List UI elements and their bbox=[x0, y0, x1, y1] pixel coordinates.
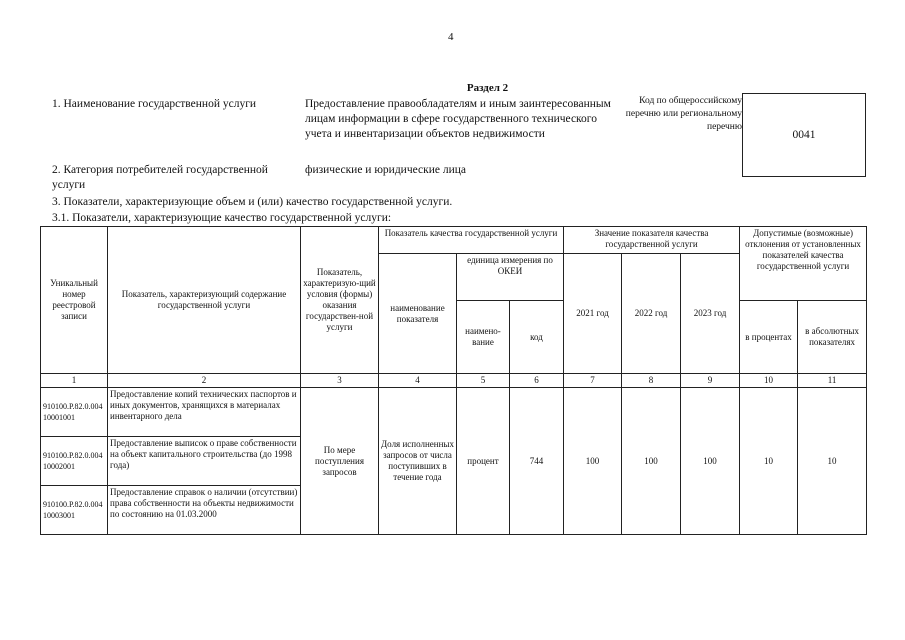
code-value: 0041 bbox=[792, 129, 816, 141]
indicators-heading: 3. Показатели, характеризующие объем и (или) качество государственной услуги. bbox=[52, 196, 453, 208]
header-dev-absolute: в абсолютных показателях bbox=[798, 301, 867, 374]
unit-name-cell: процент bbox=[457, 388, 510, 535]
column-number: 11 bbox=[798, 374, 867, 388]
header-okei-code: код bbox=[510, 301, 564, 374]
section-title: Раздел 2 bbox=[466, 82, 509, 94]
header-okei-name: наимено-вание bbox=[457, 301, 510, 374]
header-value-group: Значение показателя качества государственной услуги bbox=[564, 227, 740, 254]
column-number: 9 bbox=[681, 374, 740, 388]
column-number: 8 bbox=[622, 374, 681, 388]
header-indicator-name: наименование показателя bbox=[379, 254, 457, 374]
column-number: 7 bbox=[564, 374, 622, 388]
row-content: Предоставление выписок о праве собственности на объект капитального строительства (до 1998 года) bbox=[108, 437, 301, 486]
unit-code-cell: 744 bbox=[510, 388, 564, 535]
header-condition-indicator: Показатель, характеризую-щий условия (формы) оказания государствен-ной услуги bbox=[301, 227, 379, 374]
service-name-value: Предоставление правообладателям и иным заинтересованным лицам информации в сфере государственного технического учета и инвентаризации объектов недвижимости bbox=[305, 98, 611, 140]
table-row bbox=[41, 388, 867, 437]
column-number: 1 bbox=[41, 374, 108, 388]
header-unique-number: Уникальный номер реестровой записи bbox=[41, 227, 108, 374]
code-box bbox=[742, 93, 866, 177]
column-number: 3 bbox=[301, 374, 379, 388]
header-quality-group: Показатель качества государственной услуги bbox=[379, 227, 564, 254]
row-content: Предоставление копий технических паспортов и иных документов, хранящихся в материалах инвентарного дела bbox=[108, 388, 301, 437]
header-content-indicator: Показатель, характеризующий содержание государственной услуги bbox=[108, 227, 301, 374]
row-id: 910100.Р.82.0.00410001001 bbox=[41, 388, 108, 437]
column-number: 10 bbox=[740, 374, 798, 388]
page-number: 4 bbox=[448, 31, 454, 43]
value-2023-cell: 100 bbox=[681, 388, 740, 535]
quality-heading: 3.1. Показатели, характеризующие качество государственной услуги: bbox=[52, 212, 392, 224]
header-year-2021: 2021 год bbox=[564, 254, 622, 374]
row-id: 910100.Р.82.0.00410003001 bbox=[41, 486, 108, 535]
condition-cell: По мере поступления запросов bbox=[301, 388, 379, 535]
dev-percent-cell: 10 bbox=[740, 388, 798, 535]
dev-absolute-cell: 10 bbox=[798, 388, 867, 535]
quality-indicators-table bbox=[40, 226, 867, 535]
column-number: 5 bbox=[457, 374, 510, 388]
value-2021-cell: 100 bbox=[564, 388, 622, 535]
service-name-label: 1. Наименование государственной услуги bbox=[52, 98, 257, 110]
header-okei-group: единица измерения по ОКЕИ bbox=[457, 254, 564, 301]
header-dev-percent: в процентах bbox=[740, 301, 798, 374]
row-id: 910100.Р.82.0.00410002001 bbox=[41, 437, 108, 486]
column-number: 2 bbox=[108, 374, 301, 388]
code-label: Код по общероссийскому перечню или региональному перечню bbox=[625, 96, 742, 132]
consumer-category-label: 2. Категория потребителей государственной услуги bbox=[52, 164, 268, 191]
row-content: Предоставление справок о наличии (отсутствии) права собственности на объекты недвижимости по состоянию на 01.03.2000 bbox=[108, 486, 301, 535]
header-year-2022: 2022 год bbox=[622, 254, 681, 374]
header-deviation-group: Допустимые (возможные) отклонения от установленных показателей качества государственной услуги bbox=[740, 227, 867, 301]
value-2022-cell: 100 bbox=[622, 388, 681, 535]
consumer-category-value: физические и юридические лица bbox=[305, 164, 466, 176]
column-number: 6 bbox=[510, 374, 564, 388]
column-number: 4 bbox=[379, 374, 457, 388]
indicator-name-cell: Доля исполненных запросов от числа поступивших в течение года bbox=[379, 388, 457, 535]
header-year-2023: 2023 год bbox=[681, 254, 740, 374]
